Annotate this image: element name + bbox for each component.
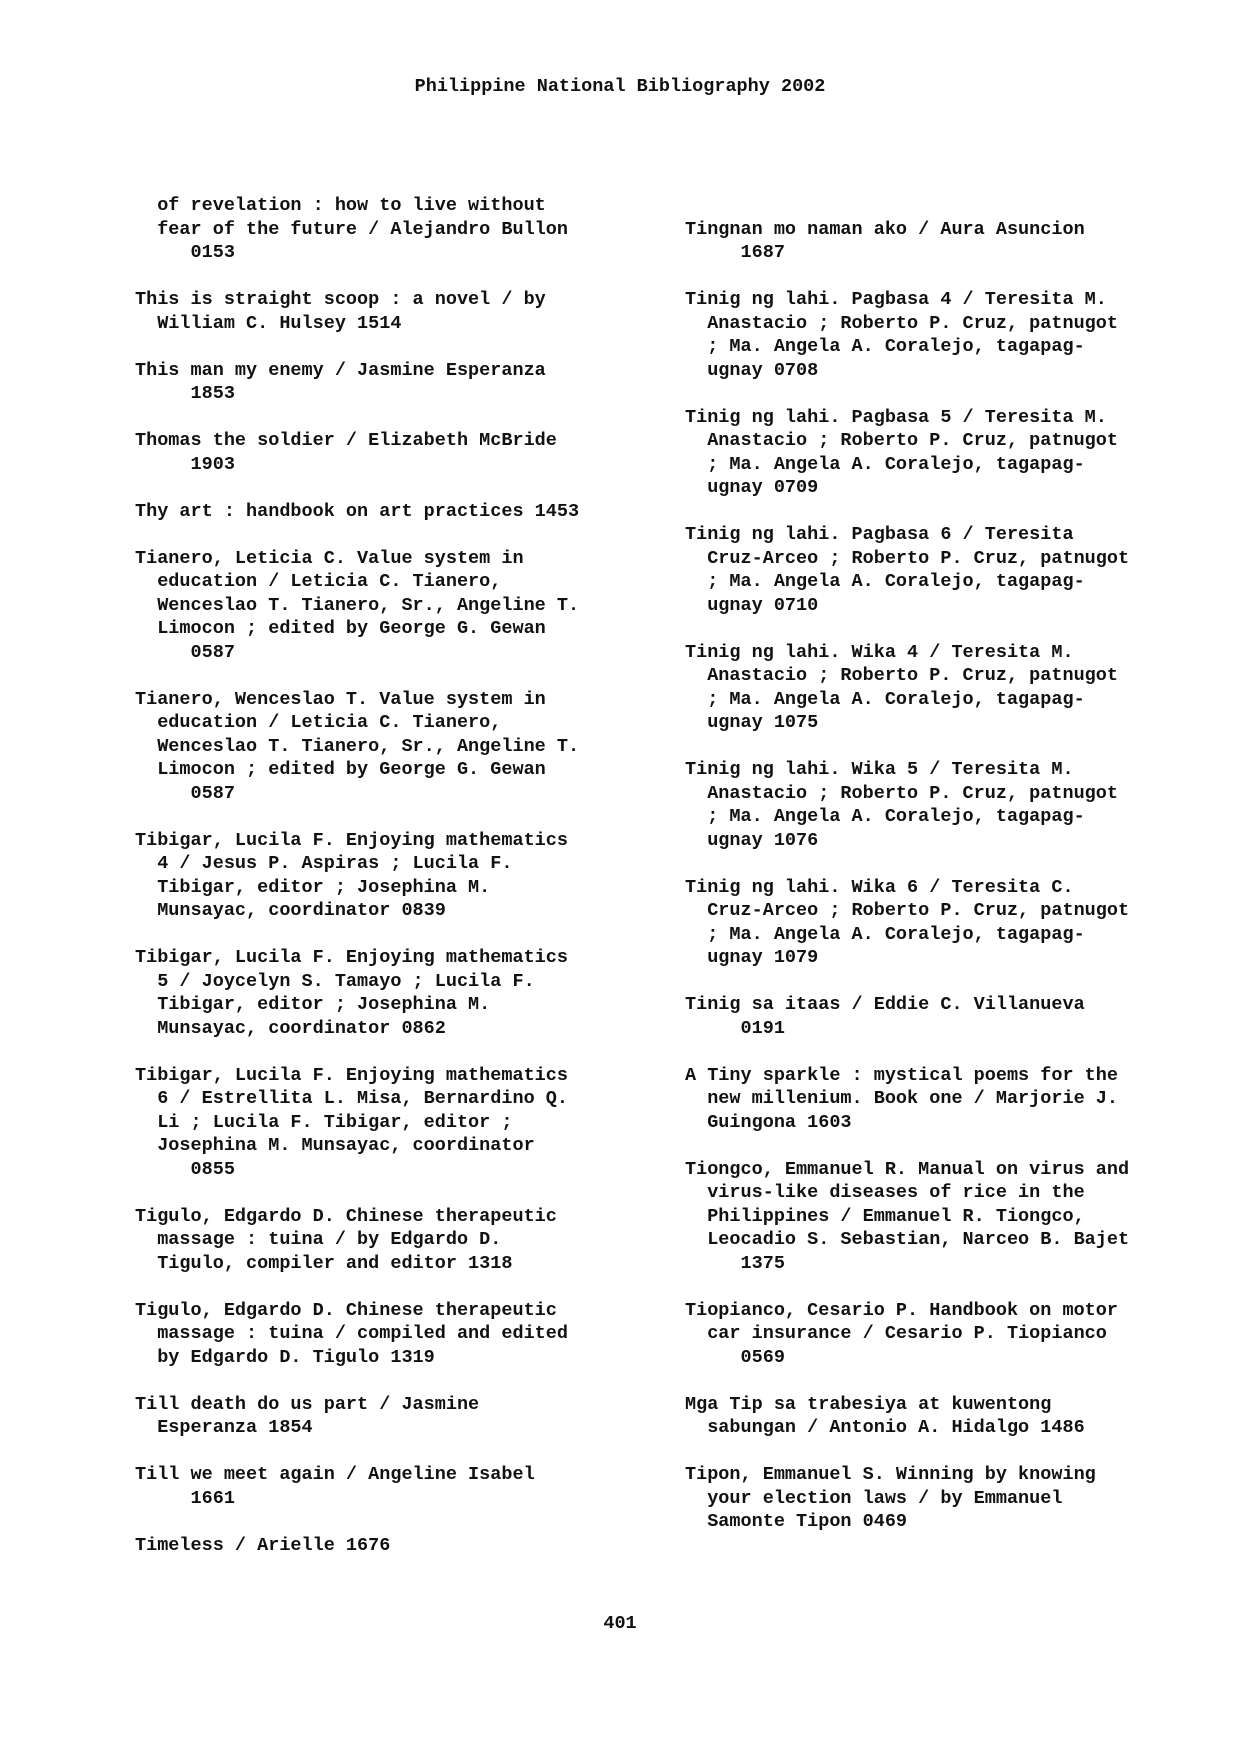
entry-text: Tinig sa itaas / Eddie C. Villanueva 0191 (685, 994, 1085, 1039)
bibliography-entry (135, 1064, 645, 1182)
entry-text: Till death do us part / Jasmine Esperanza 1854 (135, 1393, 480, 1438)
bibliography-entry (685, 1393, 1205, 1440)
entry-text: This is straight scoop : a novel / by William C. Hulsey 1514 (135, 289, 546, 334)
bibliography-entry (685, 1064, 1205, 1135)
page-header: Philippine National Bibliography 2002 (414, 76, 826, 97)
bibliography-entry (135, 1205, 645, 1276)
bibliography-entry (685, 758, 1205, 852)
bibliography-entry (135, 429, 645, 476)
bibliography-entry (685, 194, 1205, 265)
left-column (135, 194, 645, 1581)
bibliography-entry (685, 876, 1205, 970)
entry-text: Tinig ng lahi. Pagbasa 6 / Teresita Cruz-Arceo ; Roberto P. Cruz, patnugot ; Ma. Angela A. Coralejo, tagapag- ugnay 0710 (685, 524, 1130, 616)
entry-text: Tigulo, Edgardo D. Chinese therapeutic massage : tuina / compiled and edited by Edgardo D. Tigulo 1319 (135, 1299, 568, 1368)
bibliography-entry (135, 1463, 645, 1510)
entry-text: Tinig ng lahi. Wika 6 / Teresita C. Cruz-Arceo ; Roberto P. Cruz, patnugot ; Ma. Angela A. Coralejo, tagapag- ugnay 1079 (685, 876, 1130, 968)
entry-text: Tingnan mo naman ako / Aura Asuncion 1687 (685, 218, 1085, 263)
bibliography-entry (135, 688, 645, 806)
entry-text: Tinig ng lahi. Wika 4 / Teresita M. Anastacio ; Roberto P. Cruz, patnugot ; Ma. Angela A. Coralejo, tagapag- ugnay 1075 (685, 641, 1118, 733)
entry-text: Mga Tip sa trabesiya at kuwentong sabungan / Antonio A. Hidalgo 1486 (685, 1393, 1085, 1438)
bibliography-entry (685, 1463, 1205, 1534)
bibliography-entry (685, 406, 1205, 500)
entry-text: A Tiny sparkle : mystical poems for the new millenium. Book one / Marjorie J. Guingona 1603 (685, 1064, 1118, 1133)
entry-text: Tibigar, Lucila F. Enjoying mathematics 5 / Joycelyn S. Tamayo ; Lucila F. Tibigar, editor ; Josephina M. Munsayac, coordinator 0862 (135, 947, 568, 1039)
entry-text: Thomas the soldier / Elizabeth McBride 1903 (135, 430, 557, 475)
bibliography-entry (135, 359, 645, 406)
entry-text: Timeless / Arielle 1676 (135, 1534, 391, 1556)
bibliography-entry (685, 641, 1205, 735)
entry-text: Tiopianco, Cesario P. Handbook on motor car insurance / Cesario P. Tiopianco 0569 (685, 1299, 1118, 1368)
bibliography-entry (685, 1158, 1205, 1276)
entry-text: Tinig ng lahi. Wika 5 / Teresita M. Anastacio ; Roberto P. Cruz, patnugot ; Ma. Angela A. Coralejo, tagapag- ugnay 1076 (685, 759, 1118, 851)
bibliography-entry (135, 194, 645, 265)
entry-text: Tianero, Leticia C. Value system in education / Leticia C. Tianero, Wenceslao T. Tianero, Sr., Angeline T. Limocon ; edited by George G. Gewan 0587 (135, 547, 580, 663)
bibliography-entry (685, 288, 1205, 382)
entry-text: This man my enemy / Jasmine Esperanza 1853 (135, 359, 546, 404)
entry-text: Tibigar, Lucila F. Enjoying mathematics 6 / Estrellita L. Misa, Bernardino Q. Li ; Lucila F. Tibigar, editor ; Josephina M. Munsayac, coordinator 0855 (135, 1064, 568, 1180)
entry-text: Tinig ng lahi. Pagbasa 4 / Teresita M. Anastacio ; Roberto P. Cruz, patnugot ; Ma. Angela A. Coralejo, tagapag- ugnay 0708 (685, 289, 1118, 381)
entry-text: Tipon, Emmanuel S. Winning by knowing your election laws / by Emmanuel Samonte Tipon 0469 (685, 1464, 1096, 1532)
entry-text: Tianero, Wenceslao T. Value system in education / Leticia C. Tianero, Wenceslao T. Tianero, Sr., Angeline T. Limocon ; edited by George G. Gewan 0587 (135, 688, 580, 804)
bibliography-entry (135, 1393, 645, 1440)
entry-text: Thy art : handbook on art practices 1453 (135, 500, 580, 522)
entry-text: Tiongco, Emmanuel R. Manual on virus and virus-like diseases of rice in the Philippines / Emmanuel R. Tiongco, Leocadio S. Sebastian, Narceo B. Bajet 1375 (685, 1158, 1130, 1274)
right-column (685, 194, 1205, 1557)
bibliography-entry (135, 829, 645, 923)
bibliography-entry (685, 993, 1205, 1040)
bibliography-entry (135, 1299, 645, 1370)
entry-text: Till we meet again / Angeline Isabel 1661 (135, 1464, 535, 1509)
page-number: 401 (603, 1613, 637, 1634)
bibliography-entry (135, 1534, 645, 1558)
bibliography-entry (135, 500, 645, 524)
entry-text: Tibigar, Lucila F. Enjoying mathematics 4 / Jesus P. Aspiras ; Lucila F. Tibigar, editor ; Josephina M. Munsayac, coordinator 0839 (135, 829, 568, 921)
bibliography-entry (685, 1299, 1205, 1370)
bibliography-entry (135, 547, 645, 665)
entry-text: Tigulo, Edgardo D. Chinese therapeutic massage : tuina / by Edgardo D. Tigulo, compiler and editor 1318 (135, 1205, 557, 1274)
bibliography-entry (135, 946, 645, 1040)
entry-text: of revelation : how to live without fear of the future / Alejandro Bullon 0153 (157, 195, 568, 263)
bibliography-entry (135, 288, 645, 335)
bibliography-entry (685, 523, 1205, 617)
entry-text: Tinig ng lahi. Pagbasa 5 / Teresita M. Anastacio ; Roberto P. Cruz, patnugot ; Ma. Angela A. Coralejo, tagapag- ugnay 0709 (685, 406, 1118, 498)
